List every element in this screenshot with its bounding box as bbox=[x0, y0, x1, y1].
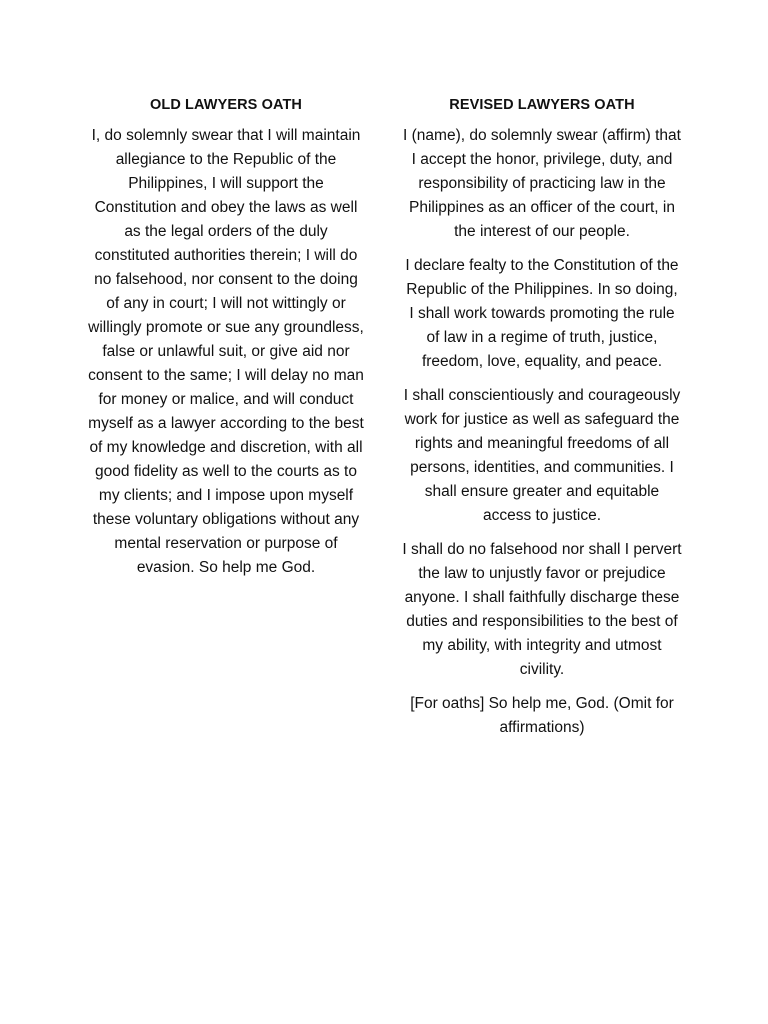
revised-oath-column bbox=[402, 94, 682, 750]
old-oath-column bbox=[88, 94, 364, 590]
revised-oath-paragraph-1: I (name), do solemnly swear (affirm) that I accept the honor, privilege, duty, and responsibility of practicing law in the Philippines as an officer of the court, in the interest of our people. bbox=[403, 127, 681, 240]
old-oath-paragraph: I, do solemnly swear that I will maintain allegiance to the Republic of the Philippines, I will support the Constitution and obey the laws as well as the legal orders of the duly constituted authorities therein; I will do no falsehood, nor consent to the doing of any in court; I will not wittingly or willingly promote or sue any groundless, false or unlawful suit, or give aid nor consent to the same; I will delay no man for money or malice, and will conduct myself as a lawyer according to the best of my knowledge and discretion, with all good fidelity as well to the courts as to my clients; and I impose upon myself these voluntary obligations without any mental reservation or purpose of evasion. So help me God. bbox=[88, 127, 364, 576]
revised-oath-paragraph-3: I shall conscientiously and courageously work for justice as well as safeguard the rights and meaningful freedoms of all persons, identities, and communities. I shall ensure greater and equitable access to justice. bbox=[403, 387, 681, 524]
old-oath-title: OLD LAWYERS OATH bbox=[150, 97, 302, 113]
revised-oath-title: REVISED LAWYERS OATH bbox=[449, 97, 635, 113]
revised-oath-paragraph-2: I declare fealty to the Constitution of the Republic of the Philippines. In so doing, I shall work towards promoting the rule of law in a regime of truth, justice, freedom, love, equality, and peace. bbox=[405, 257, 679, 370]
revised-oath-paragraph-5: [For oaths] So help me, God. (Omit for affirmations) bbox=[410, 695, 674, 736]
revised-oath-paragraph-4: I shall do no falsehood nor shall I pervert the law to unjustly favor or prejudice anyone. I shall faithfully discharge these duties and responsibilities to the best of my ability, with integrity and utmost civility. bbox=[402, 541, 682, 678]
